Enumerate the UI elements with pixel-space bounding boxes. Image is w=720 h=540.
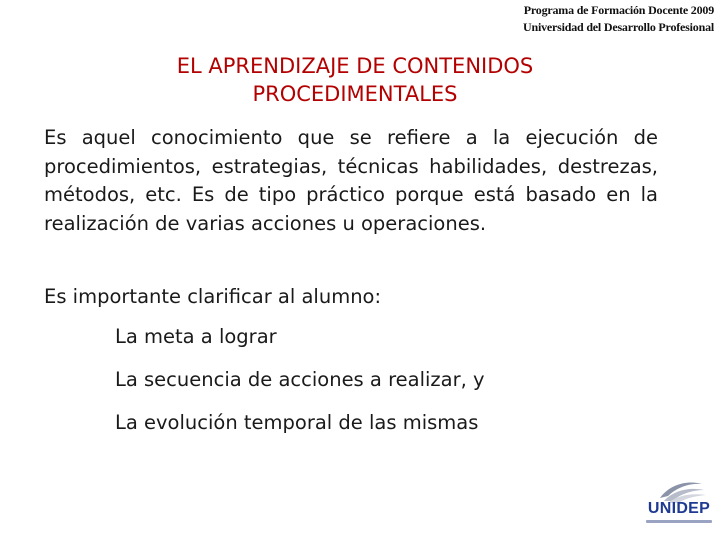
list-intro: Es importante clarificar al alumno: [44, 285, 382, 308]
list-item: La secuencia de acciones a realizar, y [115, 368, 485, 391]
program-name: Programa de Formación Docente 2009 [523, 3, 714, 17]
header-institution [523, 2, 714, 36]
list-item: La evolución temporal de las mismas [115, 411, 479, 434]
definition-paragraph: Es aquel conocimiento que se refiere a la ejecución de procedimientos, estrategias, técnicas habilidades, destrezas, métodos, etc. Es de tipo práctico porque está basado en la realización de varias acciones u operaciones. [44, 126, 658, 235]
slide-title [0, 52, 710, 108]
logo-tagline-bar [646, 520, 712, 523]
title-line-1: EL APRENDIZAJE DE CONTENIDOS [176, 54, 534, 78]
list-item: La meta a lograr [115, 325, 277, 348]
unidep-logo [642, 474, 716, 534]
clarification-list [115, 323, 485, 452]
university-name: Universidad del Desarrollo Profesional [523, 20, 714, 34]
logo-wordmark: UNIDEP [647, 500, 711, 517]
title-line-2: PROCEDIMENTALES [252, 82, 458, 106]
